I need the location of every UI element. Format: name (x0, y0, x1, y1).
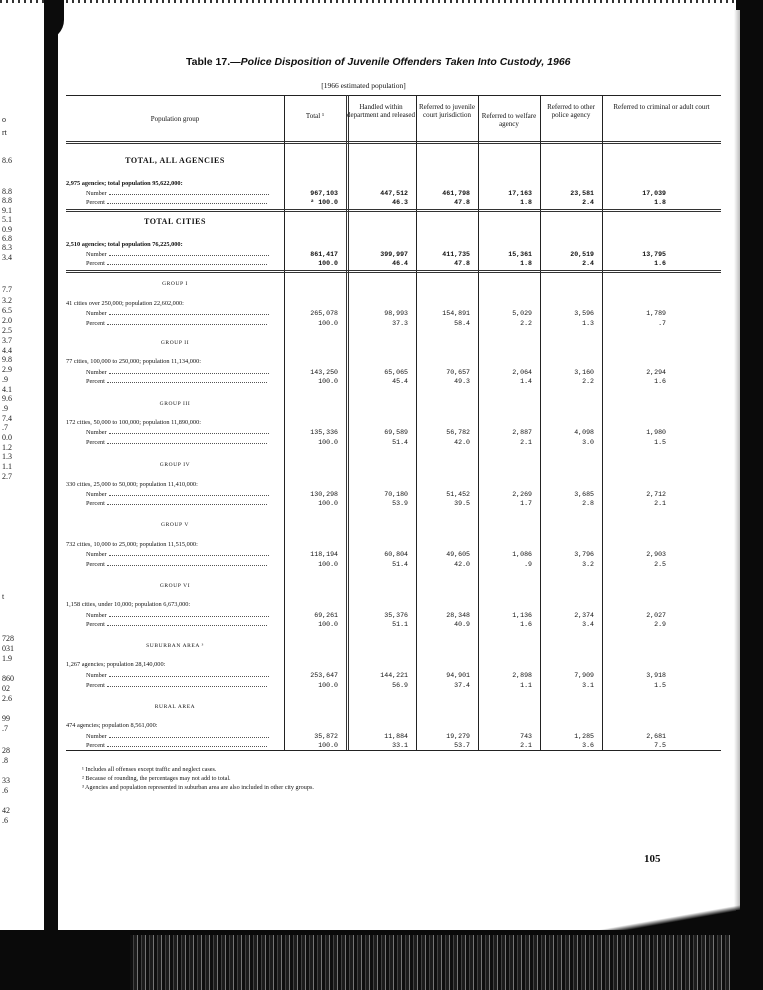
number-cell: 118,194 (310, 551, 338, 558)
number-cell: 3,796 (574, 551, 594, 558)
facing-page-text: .8 (2, 756, 8, 765)
percent-cell: 53.7 (454, 742, 470, 749)
percent-cell: 2.2 (582, 378, 594, 385)
group-heading: GROUP III (159, 401, 191, 407)
percent-label: Percent (86, 561, 105, 568)
percent-cell: 47.8 (454, 199, 470, 206)
number-row-label (86, 310, 269, 317)
number-cell: 1,136 (512, 612, 532, 619)
percent-cell: 46.3 (392, 199, 408, 206)
facing-page-text: 2.7 (2, 472, 12, 481)
facing-page-text: 1.2 (2, 443, 12, 452)
number-cell: 2,027 (646, 612, 666, 619)
facing-page-text: 1.1 (2, 462, 12, 471)
facing-page-text: o (2, 115, 6, 124)
percent-cell: 37.4 (454, 682, 470, 689)
percent-cell: 1.6 (520, 621, 532, 628)
dot-leader (109, 194, 269, 195)
group-description: 474 agencies; population 8,561,000: (66, 722, 158, 729)
dot-leader (107, 443, 267, 444)
facing-page-text: 7.7 (2, 285, 12, 294)
number-cell: 94,901 (446, 672, 470, 679)
number-cell: 69,261 (314, 612, 338, 619)
number-cell: 3,160 (574, 369, 594, 376)
scan-edge (0, 0, 763, 3)
percent-cell: 1.6 (654, 260, 666, 267)
percent-cell: 1.6 (654, 378, 666, 385)
percent-label: Percent (86, 439, 105, 446)
percent-cell: 2.1 (520, 742, 532, 749)
number-cell: 253,647 (310, 672, 338, 679)
percent-cell: 100.0 (318, 260, 338, 267)
number-label: Number (86, 310, 107, 317)
facing-page-text: 2.5 (2, 326, 12, 335)
facing-page-text: 9.1 (2, 206, 12, 215)
percent-cell: 3.0 (582, 439, 594, 446)
percent-cell: 1.4 (520, 378, 532, 385)
percent-cell: 2.1 (520, 439, 532, 446)
dot-leader (107, 565, 267, 566)
number-cell: 130,298 (310, 491, 338, 498)
facing-page-text: 28 (2, 746, 10, 755)
facing-page-fragment (0, 0, 46, 935)
percent-label: Percent (86, 199, 105, 206)
percent-label: Percent (86, 260, 105, 267)
percent-cell: 56.9 (392, 682, 408, 689)
percent-cell: 1.7 (520, 500, 532, 507)
number-cell: 17,039 (642, 190, 666, 197)
percent-cell: 45.4 (392, 378, 408, 385)
number-cell: 3,685 (574, 491, 594, 498)
column-header: Handled within department and released (346, 103, 416, 119)
number-cell: 5,029 (512, 310, 532, 317)
percent-cell: 2.2 (520, 320, 532, 327)
percent-row-label (86, 439, 267, 446)
number-cell: 51,452 (446, 491, 470, 498)
number-cell: 135,336 (310, 429, 338, 436)
group-description: 2,510 agencies; total population 76,225,000: (66, 241, 183, 248)
facing-page-text: 1.3 (2, 452, 12, 461)
percent-cell: 3.6 (582, 742, 594, 749)
number-cell: 3,596 (574, 310, 594, 317)
page-number: 105 (644, 853, 661, 865)
percent-cell: 49.3 (454, 378, 470, 385)
facing-page-text: .6 (2, 786, 8, 795)
facing-page-text: 2.6 (2, 694, 12, 703)
facing-page-text: 8.8 (2, 196, 12, 205)
number-label: Number (86, 733, 107, 740)
column-header: Referred to juvenile court jurisdiction (419, 103, 475, 119)
dot-leader (109, 737, 269, 738)
percent-cell: 46.4 (392, 260, 408, 267)
facing-page-text: 3.2 (2, 296, 12, 305)
percent-cell: 1.5 (654, 682, 666, 689)
dot-leader (107, 264, 267, 265)
dot-leader (109, 555, 269, 556)
column-header: Population group (150, 115, 200, 123)
number-row-label (86, 672, 269, 679)
dot-leader (109, 314, 269, 315)
facing-page-text: 6.5 (2, 306, 12, 315)
group-heading: GROUP VI (159, 583, 191, 589)
percent-row-label (86, 378, 267, 385)
percent-cell: 7.5 (654, 742, 666, 749)
group-heading: GROUP IV (159, 462, 191, 468)
dot-leader (109, 616, 269, 617)
number-cell: 13,795 (642, 251, 666, 258)
group-description: 172 cities, 50,000 to 100,000; population 11,890,000: (66, 419, 201, 426)
table-title: Table 17.—Police Disposition of Juvenile Offenders Taken Into Custody, 1966 (186, 56, 571, 68)
percent-row-label (86, 320, 267, 327)
percent-label: Percent (86, 378, 105, 385)
number-cell: 70,657 (446, 369, 470, 376)
number-label: Number (86, 190, 107, 197)
facing-page-text: 5.1 (2, 215, 12, 224)
number-cell: 28,348 (446, 612, 470, 619)
group-heading: RURAL AREA (154, 704, 196, 710)
percent-cell: 3.4 (582, 621, 594, 628)
percent-cell: 100.0 (318, 439, 338, 446)
percent-row-label (86, 682, 267, 689)
percent-cell: 2.5 (654, 561, 666, 568)
number-label: Number (86, 369, 107, 376)
percent-cell: 2.4 (582, 199, 594, 206)
facing-page-text: 8.3 (2, 243, 12, 252)
number-cell: 7,909 (574, 672, 594, 679)
dot-leader (107, 686, 267, 687)
number-cell: 1,980 (646, 429, 666, 436)
number-cell: 2,898 (512, 672, 532, 679)
number-cell: 447,512 (380, 190, 408, 197)
percent-cell: 42.0 (454, 561, 470, 568)
facing-page-text: 3.4 (2, 253, 12, 262)
number-cell: 411,735 (442, 251, 470, 258)
facing-page-text: .7 (2, 423, 8, 432)
number-cell: 65,065 (384, 369, 408, 376)
scan-bottom-noise (130, 935, 730, 990)
number-cell: 11,884 (384, 733, 408, 740)
facing-page-text: 031 (2, 644, 14, 653)
number-label: Number (86, 672, 107, 679)
number-row-label (86, 251, 269, 258)
percent-cell: 47.8 (454, 260, 470, 267)
percent-cell: 3.1 (582, 682, 594, 689)
number-cell: 17,163 (508, 190, 532, 197)
number-cell: 1,789 (646, 310, 666, 317)
percent-cell: 40.9 (454, 621, 470, 628)
facing-page-text: 33 (2, 776, 10, 785)
percent-cell: 100.0 (318, 561, 338, 568)
footnotes (82, 765, 314, 792)
number-row-label (86, 369, 269, 376)
percent-cell: 100.0 (318, 320, 338, 327)
number-cell: 2,681 (646, 733, 666, 740)
percent-cell: 100.0 (318, 742, 338, 749)
dot-leader (109, 495, 269, 496)
number-label: Number (86, 551, 107, 558)
facing-page-text: 99 (2, 714, 10, 723)
facing-page-text: 3.7 (2, 336, 12, 345)
group-description: 1,267 agencies; population 28,140,000: (66, 661, 166, 668)
number-cell: 15,361 (508, 251, 532, 258)
dot-leader (107, 746, 267, 747)
facing-page-text: 8.8 (2, 187, 12, 196)
dot-leader (107, 203, 267, 204)
percent-cell: .7 (658, 320, 666, 327)
number-cell: 2,294 (646, 369, 666, 376)
column-header: Referred to criminal or adult court (613, 103, 710, 111)
facing-page-text: .9 (2, 404, 8, 413)
percent-cell: 100.0 (318, 378, 338, 385)
group-heading: GROUP V (161, 522, 189, 528)
group-heading: SUBURBAN AREA ³ (146, 643, 204, 649)
percent-label: Percent (86, 500, 105, 507)
data-table (66, 95, 721, 750)
book-spine-shadow (44, 0, 58, 935)
dot-leader (107, 504, 267, 505)
number-row-label (86, 429, 269, 436)
number-cell: 20,519 (570, 251, 594, 258)
dot-leader (107, 324, 267, 325)
percent-label: Percent (86, 742, 105, 749)
footnote-1: ¹ Includes all offenses except traffic and neglect cases. (82, 766, 217, 773)
number-cell: 1,086 (512, 551, 532, 558)
number-row-label (86, 491, 269, 498)
dot-leader (109, 255, 269, 256)
percent-row-label (86, 500, 267, 507)
number-label: Number (86, 612, 107, 619)
percent-row-label (86, 742, 267, 749)
dot-leader (109, 433, 269, 434)
facing-page-text: t (2, 592, 5, 601)
section-rule (66, 270, 721, 273)
number-cell: 2,903 (646, 551, 666, 558)
scan-right-border (736, 0, 763, 990)
number-cell: 98,993 (384, 310, 408, 317)
section-rule (66, 209, 721, 212)
column-header: Total ¹ (305, 112, 325, 120)
page-edge (734, 10, 740, 910)
facing-page-text: 6.8 (2, 234, 12, 243)
percent-cell: 100.0 (318, 500, 338, 507)
number-label: Number (86, 251, 107, 258)
facing-page-text: 728 (2, 634, 14, 643)
facing-page-text: .6 (2, 816, 8, 825)
percent-cell: 1.8 (520, 199, 532, 206)
percent-cell: 51.4 (392, 561, 408, 568)
facing-page-text: 1.9 (2, 654, 12, 663)
number-cell: 3,918 (646, 672, 666, 679)
number-cell: 2,064 (512, 369, 532, 376)
number-label: Number (86, 429, 107, 436)
percent-cell: 100.0 (318, 621, 338, 628)
column-header: Referred to other police agency (547, 103, 595, 119)
footnote-2: ² Because of rounding, the percentages may not add to total. (82, 775, 231, 782)
percent-row-label (86, 199, 267, 206)
column-header: Referred to welfare agency (481, 112, 537, 128)
percent-cell: 42.0 (454, 439, 470, 446)
dot-leader (109, 676, 269, 677)
percent-label: Percent (86, 320, 105, 327)
facing-page-text: 0.9 (2, 225, 12, 234)
table-subtitle: [1966 estimated population] (321, 81, 406, 90)
percent-cell: 1.1 (520, 682, 532, 689)
group-heading: GROUP II (160, 340, 190, 346)
percent-cell: 100.0 (318, 682, 338, 689)
percent-cell: 2.1 (654, 500, 666, 507)
percent-cell: 2.9 (654, 621, 666, 628)
percent-cell: 2.4 (582, 260, 594, 267)
footnote-3: ³ Agencies and population represented in suburban area are also included in other city groups. (82, 784, 314, 791)
header-bottom-rule (66, 141, 721, 144)
number-row-label (86, 190, 269, 197)
table-bottom-rule (66, 750, 721, 751)
percent-cell: 58.4 (454, 320, 470, 327)
dot-leader (107, 382, 267, 383)
percent-cell: 1.8 (520, 260, 532, 267)
facing-page-text: 02 (2, 684, 10, 693)
number-cell: 23,581 (570, 190, 594, 197)
group-description: 41 cities over 250,000; population 22,602,000: (66, 300, 184, 307)
number-row-label (86, 733, 269, 740)
percent-row-label (86, 621, 267, 628)
number-cell: 4,098 (574, 429, 594, 436)
group-description: 1,158 cities, under 10,000; population 6,673,000: (66, 601, 191, 608)
facing-page-text: .9 (2, 375, 8, 384)
percent-cell: 1.8 (654, 199, 666, 206)
number-row-label (86, 551, 269, 558)
group-description: 330 cities, 25,000 to 50,000; population 11,410,000: (66, 481, 198, 488)
number-cell: 2,712 (646, 491, 666, 498)
number-cell: 69,589 (384, 429, 408, 436)
facing-page-text: 4.1 (2, 385, 12, 394)
facing-page-text: 7.4 (2, 414, 12, 423)
percent-cell: 2.8 (582, 500, 594, 507)
percent-cell: 53.9 (392, 500, 408, 507)
section-heading: TOTAL, ALL AGENCIES (125, 156, 225, 165)
number-cell: 2,374 (574, 612, 594, 619)
percent-cell: 33.1 (392, 742, 408, 749)
number-cell: 967,103 (310, 190, 338, 197)
table-top-rule (66, 95, 721, 96)
number-cell: 461,798 (442, 190, 470, 197)
percent-cell: ² 100.0 (310, 199, 338, 206)
number-cell: 265,078 (310, 310, 338, 317)
group-description: 2,975 agencies; total population 95,622,000: (66, 180, 183, 187)
number-cell: 144,221 (380, 672, 408, 679)
book-spine-top (44, 0, 64, 40)
number-cell: 49,605 (446, 551, 470, 558)
percent-cell: 37.3 (392, 320, 408, 327)
facing-page-text: 9.8 (2, 355, 12, 364)
number-label: Number (86, 491, 107, 498)
number-cell: 56,782 (446, 429, 470, 436)
facing-page-text: 0.0 (2, 433, 12, 442)
dot-leader (109, 373, 269, 374)
percent-cell: 51.4 (392, 439, 408, 446)
number-cell: 143,250 (310, 369, 338, 376)
number-cell: 154,891 (442, 310, 470, 317)
percent-cell: 39.5 (454, 500, 470, 507)
number-cell: 19,279 (446, 733, 470, 740)
percent-label: Percent (86, 621, 105, 628)
group-description: 77 cities, 100,000 to 250,000; population 11,134,000: (66, 358, 201, 365)
number-cell: 861,417 (310, 251, 338, 258)
group-heading: GROUP I (162, 281, 188, 287)
percent-cell: 51.1 (392, 621, 408, 628)
number-cell: 743 (520, 733, 532, 740)
facing-page-text: 2.9 (2, 365, 12, 374)
percent-label: Percent (86, 682, 105, 689)
number-cell: 2,269 (512, 491, 532, 498)
percent-cell: .9 (524, 561, 532, 568)
column-divider (602, 95, 603, 750)
number-cell: 70,180 (384, 491, 408, 498)
number-cell: 2,887 (512, 429, 532, 436)
number-cell: 1,285 (574, 733, 594, 740)
facing-page-text: .7 (2, 724, 8, 733)
number-cell: 399,997 (380, 251, 408, 258)
percent-row-label (86, 260, 267, 267)
percent-row-label (86, 561, 267, 568)
facing-page-text: 2.0 (2, 316, 12, 325)
percent-cell: 3.2 (582, 561, 594, 568)
facing-page-text: 4.4 (2, 346, 12, 355)
facing-page-text: 42 (2, 806, 10, 815)
percent-cell: 1.3 (582, 320, 594, 327)
group-description: 732 cities, 10,000 to 25,000; population 11,515,000: (66, 541, 198, 548)
percent-cell: 1.5 (654, 439, 666, 446)
facing-page-text: rt (2, 128, 7, 137)
facing-page-text: 8.6 (2, 156, 12, 165)
number-cell: 60,804 (384, 551, 408, 558)
number-cell: 35,376 (384, 612, 408, 619)
dot-leader (107, 625, 267, 626)
section-heading: TOTAL CITIES (144, 217, 206, 226)
number-row-label (86, 612, 269, 619)
number-cell: 35,872 (314, 733, 338, 740)
facing-page-text: 9.6 (2, 394, 12, 403)
facing-page-text: 860 (2, 674, 14, 683)
